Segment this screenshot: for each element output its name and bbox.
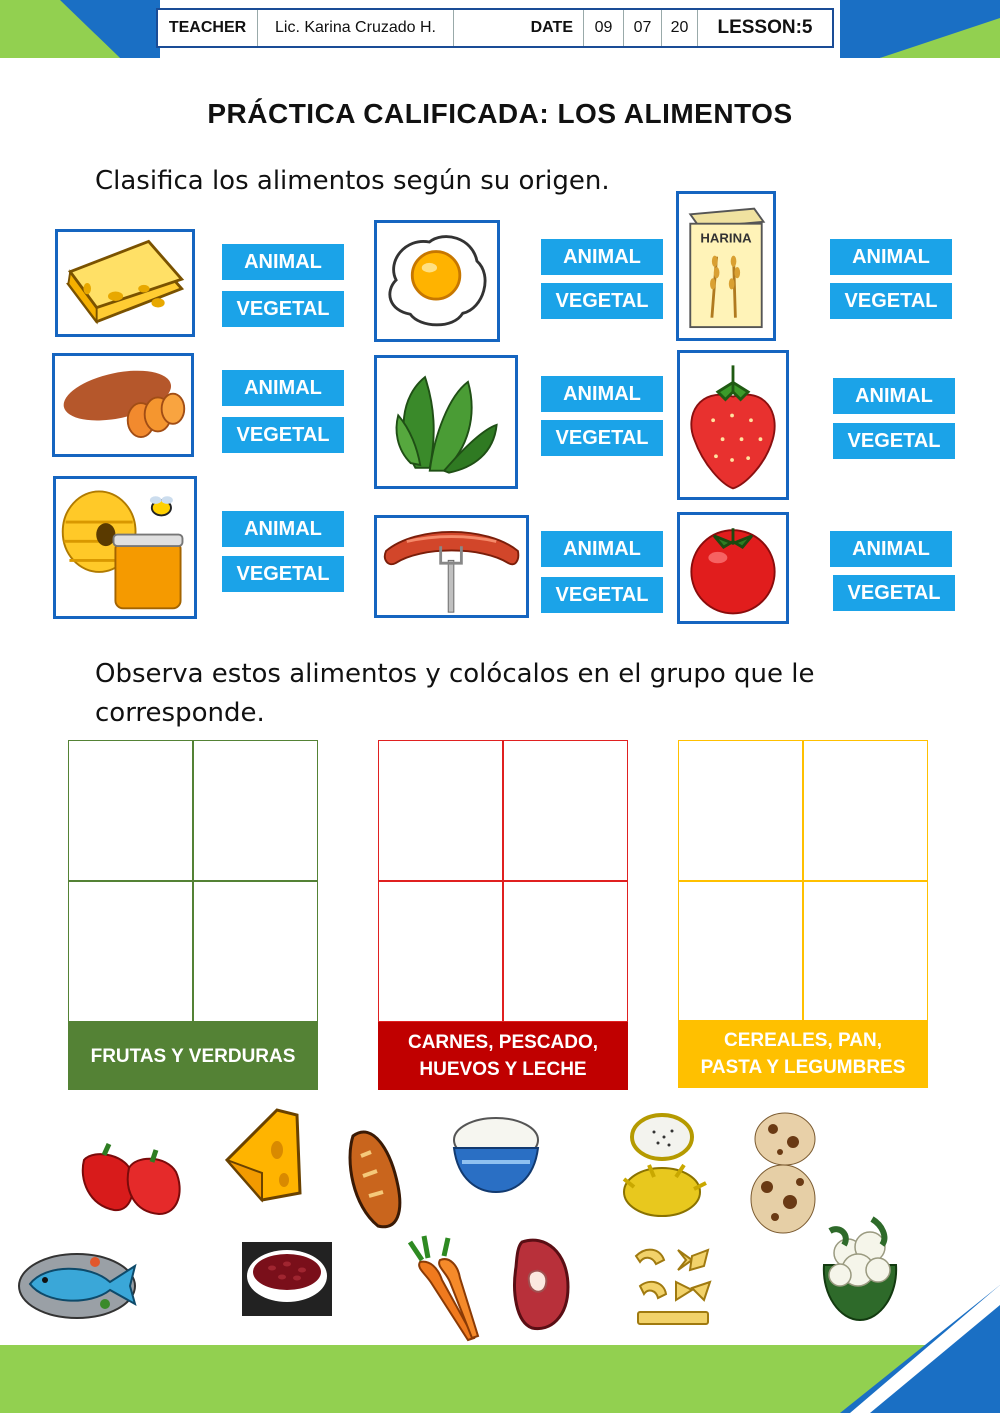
food-image-flour bbox=[676, 191, 776, 341]
cheese-vegetal-button[interactable]: VEGETAL bbox=[222, 291, 344, 327]
food-image-sweet-potato bbox=[52, 353, 194, 457]
food-image-strawberry bbox=[677, 350, 789, 500]
instruction-line-1: Observa estos alimentos y colócalos en el grupo que le bbox=[95, 659, 815, 689]
date-day: 09 bbox=[584, 10, 624, 46]
food-image-cheese bbox=[55, 229, 195, 337]
fish-plate-icon bbox=[15, 1246, 142, 1321]
page-title: PRÁCTICA CALIFICADA: LOS ALIMENTOS bbox=[207, 98, 793, 129]
draggable-pasta[interactable] bbox=[630, 1242, 716, 1332]
drop-cell[interactable] bbox=[378, 881, 503, 1022]
drop-cell[interactable] bbox=[193, 881, 318, 1022]
sweet-potato-animal-button[interactable]: ANIMAL bbox=[222, 370, 344, 406]
cheese-wedge-icon bbox=[222, 1105, 302, 1203]
group-label-meats-line2: HUEVOS Y LECHE bbox=[419, 1059, 587, 1080]
sweet-potato-icon bbox=[55, 356, 191, 454]
teacher-name: Lic. Karina Cruzado H. bbox=[258, 10, 454, 46]
drop-grid-meats bbox=[378, 740, 628, 1022]
lettuce-animal-button[interactable]: ANIMAL bbox=[541, 376, 663, 412]
draggable-pepper[interactable] bbox=[74, 1140, 186, 1216]
drop-cell[interactable] bbox=[378, 740, 503, 881]
tomato-animal-button[interactable]: ANIMAL bbox=[830, 531, 952, 567]
rice-bowl-icon bbox=[448, 1110, 544, 1200]
flour-bag-icon bbox=[679, 194, 773, 338]
drop-grid-fruits bbox=[68, 740, 318, 1022]
date-year: 20 bbox=[662, 10, 698, 46]
draggable-rice[interactable] bbox=[448, 1110, 544, 1200]
drop-cell[interactable] bbox=[678, 740, 803, 881]
beans-bowl-icon bbox=[242, 1242, 332, 1316]
dragonfruit-icon bbox=[614, 1107, 711, 1225]
carrot-icon bbox=[402, 1232, 484, 1342]
egg-icon bbox=[377, 223, 497, 339]
date-month: 07 bbox=[624, 10, 662, 46]
honey-animal-button[interactable]: ANIMAL bbox=[222, 511, 344, 547]
group-label-meats-line1: CARNES, PESCADO, bbox=[407, 1032, 599, 1053]
header-table bbox=[156, 8, 834, 48]
drop-cell[interactable] bbox=[503, 881, 628, 1022]
flour-label: HARINA bbox=[700, 230, 752, 246]
group-label-cereals-line2: PASTA Y LEGUMBRES bbox=[700, 1057, 906, 1078]
cheese-animal-button[interactable]: ANIMAL bbox=[222, 244, 344, 280]
lettuce-vegetal-button[interactable]: VEGETAL bbox=[541, 420, 663, 456]
strawberry-icon bbox=[680, 353, 786, 497]
sausage-animal-button[interactable]: ANIMAL bbox=[541, 531, 663, 567]
sausage-icon bbox=[377, 518, 526, 615]
food-image-lettuce bbox=[374, 355, 518, 489]
draggable-bread[interactable] bbox=[343, 1116, 405, 1233]
strawberry-animal-button[interactable]: ANIMAL bbox=[833, 378, 955, 414]
drop-cell[interactable] bbox=[68, 740, 193, 881]
strawberry-vegetal-button[interactable]: VEGETAL bbox=[833, 423, 955, 459]
sausage-vegetal-button[interactable]: VEGETAL bbox=[541, 577, 663, 613]
sweet-potato-vegetal-button[interactable]: VEGETAL bbox=[222, 417, 344, 453]
bread-icon bbox=[343, 1116, 405, 1233]
footer-corner-decoration bbox=[840, 1285, 1000, 1413]
group-label-meats bbox=[378, 1022, 628, 1090]
group-label-fruits bbox=[68, 1022, 318, 1090]
instruction-groups bbox=[95, 655, 815, 733]
lesson-label: LESSON:5 bbox=[717, 17, 813, 38]
instruction-line-2: corresponde. bbox=[95, 698, 265, 728]
drop-grid-cereals bbox=[678, 740, 928, 1022]
draggable-cheese[interactable] bbox=[222, 1105, 302, 1203]
food-image-sausage bbox=[374, 515, 529, 618]
draggable-fish[interactable] bbox=[15, 1246, 142, 1321]
draggable-beans[interactable] bbox=[242, 1242, 332, 1316]
bell-pepper-icon bbox=[74, 1140, 186, 1216]
meat-icon bbox=[510, 1232, 574, 1335]
pasta-icon bbox=[630, 1242, 716, 1332]
tomato-icon bbox=[680, 515, 786, 621]
draggable-carrot[interactable] bbox=[402, 1232, 484, 1342]
honey-icon bbox=[56, 479, 194, 616]
drop-cell[interactable] bbox=[503, 740, 628, 881]
instruction-classify: Clasifica los alimentos según su origen. bbox=[95, 166, 610, 196]
food-image-egg bbox=[374, 220, 500, 342]
drop-cell[interactable] bbox=[678, 881, 803, 1022]
teacher-label: TEACHER bbox=[158, 10, 258, 46]
flour-vegetal-button[interactable]: VEGETAL bbox=[830, 283, 952, 319]
group-label-fruits-text: FRUTAS Y VERDURAS bbox=[90, 1045, 296, 1067]
group-label-cereals bbox=[678, 1020, 928, 1088]
cheese-icon bbox=[58, 232, 192, 334]
food-image-tomato bbox=[677, 512, 789, 624]
honey-vegetal-button[interactable]: VEGETAL bbox=[222, 556, 344, 592]
flour-animal-button[interactable]: ANIMAL bbox=[830, 239, 952, 275]
egg-animal-button[interactable]: ANIMAL bbox=[541, 239, 663, 275]
date-label: DATE bbox=[454, 10, 584, 46]
group-label-cereals-line1: CEREALES, PAN, bbox=[723, 1030, 882, 1051]
draggable-dragonfruit[interactable] bbox=[614, 1107, 711, 1225]
draggable-meat[interactable] bbox=[510, 1232, 574, 1335]
tomato-vegetal-button[interactable]: VEGETAL bbox=[833, 575, 955, 611]
drop-cell[interactable] bbox=[803, 740, 928, 881]
lettuce-icon bbox=[377, 358, 515, 486]
egg-vegetal-button[interactable]: VEGETAL bbox=[541, 283, 663, 319]
drop-cell[interactable] bbox=[193, 740, 318, 881]
food-image-honey bbox=[53, 476, 197, 619]
draggable-quail-eggs[interactable] bbox=[745, 1107, 825, 1239]
drop-cell[interactable] bbox=[803, 881, 928, 1022]
drop-cell[interactable] bbox=[68, 881, 193, 1022]
quail-eggs-icon bbox=[745, 1107, 825, 1239]
